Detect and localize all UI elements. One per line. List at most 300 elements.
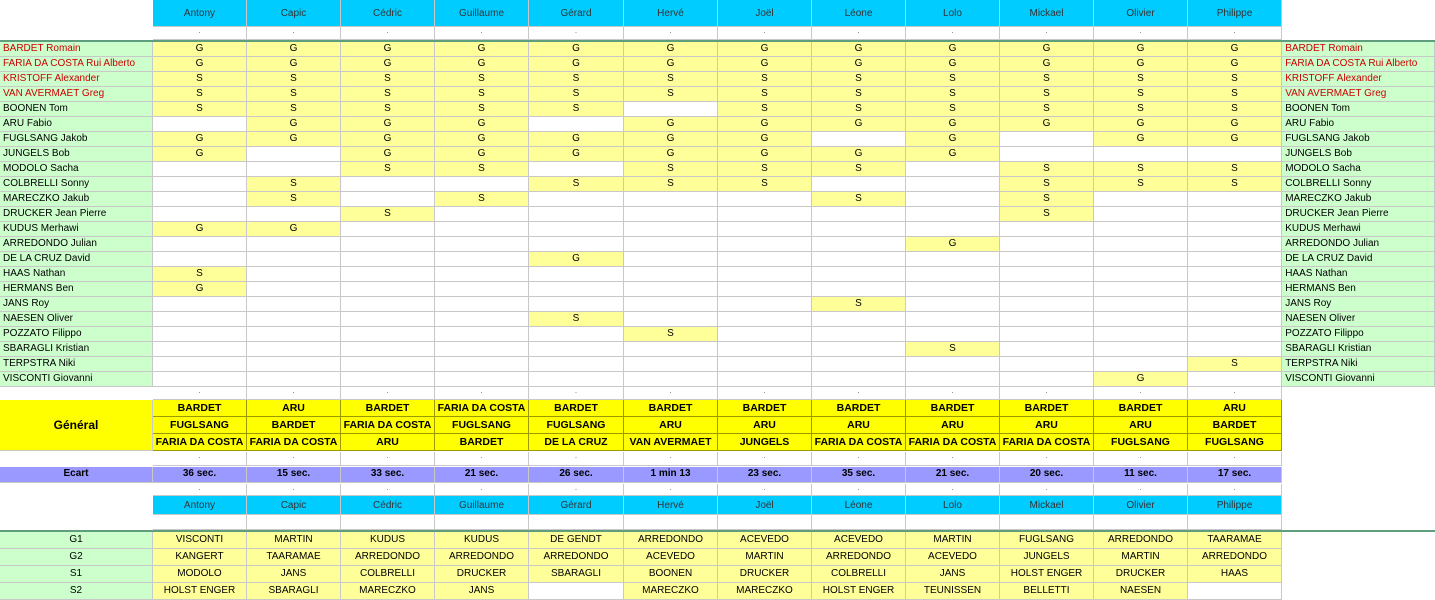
rider-pick-cell[interactable]: S bbox=[341, 207, 435, 222]
ecart-value[interactable]: 26 sec. bbox=[529, 467, 624, 483]
rider-name-right[interactable]: HAAS Nathan bbox=[1282, 267, 1435, 282]
pick-cell[interactable]: KANGERT bbox=[153, 549, 247, 566]
general-rank-cell[interactable]: FUGLSANG bbox=[1188, 434, 1282, 451]
rider-pick-cell[interactable] bbox=[529, 372, 624, 387]
rider-pick-cell[interactable] bbox=[1188, 222, 1282, 237]
spacer-cell[interactable]: . bbox=[341, 452, 435, 466]
rider-pick-cell[interactable]: S bbox=[435, 162, 529, 177]
general-rank-cell[interactable]: FARIA DA COSTA bbox=[153, 434, 247, 451]
rider-pick-cell[interactable]: G bbox=[624, 42, 718, 57]
general-rank-cell[interactable]: ARU bbox=[247, 400, 341, 417]
spacer-cell[interactable]: . bbox=[1188, 27, 1282, 40]
rider-pick-cell[interactable] bbox=[718, 252, 812, 267]
rider-pick-cell[interactable]: S bbox=[1094, 87, 1188, 102]
judge-header-8[interactable]: Lolo bbox=[906, 0, 1000, 27]
rider-pick-cell[interactable] bbox=[1000, 297, 1094, 312]
rider-pick-cell[interactable]: G bbox=[435, 57, 529, 72]
ecart-value[interactable]: 20 sec. bbox=[1000, 467, 1094, 483]
rider-pick-cell[interactable]: G bbox=[1094, 372, 1188, 387]
rider-pick-cell[interactable] bbox=[1094, 282, 1188, 297]
rider-pick-cell[interactable]: G bbox=[153, 132, 247, 147]
rider-pick-cell[interactable] bbox=[529, 117, 624, 132]
rider-pick-cell[interactable] bbox=[435, 372, 529, 387]
pick-cell[interactable]: ACEVEDO bbox=[906, 549, 1000, 566]
spacer-cell[interactable]: . bbox=[1000, 387, 1094, 400]
ecart-value[interactable]: 23 sec. bbox=[718, 467, 812, 483]
rider-pick-cell[interactable] bbox=[153, 297, 247, 312]
rider-pick-cell[interactable]: S bbox=[153, 72, 247, 87]
spacer-cell[interactable] bbox=[1188, 515, 1282, 530]
ecart-value[interactable]: 21 sec. bbox=[435, 467, 529, 483]
spacer-cell[interactable]: . bbox=[1094, 27, 1188, 40]
spacer-cell[interactable]: . bbox=[812, 484, 906, 496]
rider-name[interactable]: HAAS Nathan bbox=[0, 267, 153, 282]
rider-pick-cell[interactable]: G bbox=[718, 117, 812, 132]
rider-pick-cell[interactable]: S bbox=[1000, 192, 1094, 207]
general-rank-cell[interactable]: ARU bbox=[1000, 417, 1094, 434]
rider-pick-cell[interactable] bbox=[718, 237, 812, 252]
rider-name-right[interactable]: MARECZKO Jakub bbox=[1282, 192, 1435, 207]
rider-pick-cell[interactable] bbox=[906, 327, 1000, 342]
rider-pick-cell[interactable]: G bbox=[1000, 42, 1094, 57]
rider-name-right[interactable]: DRUCKER Jean Pierre bbox=[1282, 207, 1435, 222]
rider-name[interactable]: BOONEN Tom bbox=[0, 102, 153, 117]
rider-pick-cell[interactable]: G bbox=[1000, 117, 1094, 132]
rider-pick-cell[interactable]: G bbox=[341, 42, 435, 57]
rider-pick-cell[interactable]: G bbox=[1188, 117, 1282, 132]
rider-pick-cell[interactable]: G bbox=[718, 42, 812, 57]
spacer-cell[interactable] bbox=[1000, 515, 1094, 530]
rider-pick-cell[interactable]: G bbox=[1094, 132, 1188, 147]
rider-pick-cell[interactable] bbox=[718, 312, 812, 327]
pick-cell[interactable]: TEUNISSEN bbox=[906, 583, 1000, 600]
rider-name-right[interactable]: JANS Roy bbox=[1282, 297, 1435, 312]
rider-pick-cell[interactable] bbox=[153, 357, 247, 372]
rider-pick-cell[interactable]: S bbox=[624, 87, 718, 102]
rider-pick-cell[interactable] bbox=[1094, 297, 1188, 312]
spacer-cell[interactable]: . bbox=[812, 27, 906, 40]
rider-pick-cell[interactable] bbox=[341, 372, 435, 387]
rider-pick-cell[interactable]: S bbox=[906, 342, 1000, 357]
spacer-cell[interactable]: . bbox=[247, 484, 341, 496]
rider-pick-cell[interactable]: G bbox=[435, 42, 529, 57]
judge-header-5[interactable]: Hervé bbox=[624, 0, 718, 27]
spacer-cell[interactable]: . bbox=[435, 27, 529, 40]
spacer-cell[interactable]: . bbox=[624, 484, 718, 496]
rider-pick-cell[interactable] bbox=[341, 252, 435, 267]
rider-pick-cell[interactable]: G bbox=[435, 117, 529, 132]
spacer-cell[interactable]: . bbox=[1000, 27, 1094, 40]
rider-pick-cell[interactable] bbox=[624, 207, 718, 222]
rider-pick-cell[interactable] bbox=[1188, 147, 1282, 162]
spacer-cell[interactable] bbox=[624, 515, 718, 530]
rider-name[interactable]: COLBRELLI Sonny bbox=[0, 177, 153, 192]
rider-pick-cell[interactable]: S bbox=[435, 72, 529, 87]
general-rank-cell[interactable]: DE LA CRUZ bbox=[529, 434, 624, 451]
pick-cell[interactable]: KUDUS bbox=[341, 532, 435, 549]
rider-pick-cell[interactable]: G bbox=[906, 147, 1000, 162]
rider-pick-cell[interactable]: S bbox=[1188, 87, 1282, 102]
rider-pick-cell[interactable]: G bbox=[153, 282, 247, 297]
rider-pick-cell[interactable]: S bbox=[1094, 162, 1188, 177]
pick-cell[interactable]: FUGLSANG bbox=[1000, 532, 1094, 549]
rider-pick-cell[interactable]: G bbox=[153, 222, 247, 237]
spacer-cell[interactable] bbox=[812, 515, 906, 530]
rider-pick-cell[interactable]: G bbox=[153, 57, 247, 72]
rider-pick-cell[interactable]: S bbox=[812, 72, 906, 87]
rider-pick-cell[interactable] bbox=[153, 327, 247, 342]
pick-cell[interactable]: ARREDONDO bbox=[1188, 549, 1282, 566]
rider-pick-cell[interactable] bbox=[1094, 342, 1188, 357]
rider-pick-cell[interactable] bbox=[1094, 312, 1188, 327]
rider-name[interactable]: JANS Roy bbox=[0, 297, 153, 312]
general-rank-cell[interactable]: FARIA DA COSTA bbox=[1000, 434, 1094, 451]
pick-cell[interactable]: COLBRELLI bbox=[812, 566, 906, 583]
rider-pick-cell[interactable] bbox=[341, 237, 435, 252]
rider-pick-cell[interactable] bbox=[1000, 222, 1094, 237]
rider-pick-cell[interactable] bbox=[906, 357, 1000, 372]
rider-pick-cell[interactable] bbox=[1188, 327, 1282, 342]
rider-pick-cell[interactable] bbox=[624, 267, 718, 282]
general-rank-cell[interactable]: BARDET bbox=[435, 434, 529, 451]
rider-pick-cell[interactable]: G bbox=[341, 132, 435, 147]
rider-pick-cell[interactable] bbox=[1188, 252, 1282, 267]
rider-name-right[interactable]: KUDUS Merhawi bbox=[1282, 222, 1435, 237]
pick-cell[interactable]: NAESEN bbox=[1094, 583, 1188, 600]
rider-pick-cell[interactable]: S bbox=[1000, 162, 1094, 177]
rider-pick-cell[interactable] bbox=[435, 312, 529, 327]
rider-name[interactable]: VAN AVERMAET Greg bbox=[0, 87, 153, 102]
spacer-cell[interactable]: . bbox=[1094, 387, 1188, 400]
rider-pick-cell[interactable] bbox=[1094, 147, 1188, 162]
pick-cell[interactable]: ACEVEDO bbox=[718, 532, 812, 549]
rider-pick-cell[interactable] bbox=[247, 267, 341, 282]
judge-header-2-2[interactable]: Cédric bbox=[341, 496, 435, 515]
rider-pick-cell[interactable] bbox=[718, 222, 812, 237]
general-rank-cell[interactable]: BARDET bbox=[153, 400, 247, 417]
rider-pick-cell[interactable] bbox=[435, 297, 529, 312]
judge-header-2-3[interactable]: Guillaume bbox=[435, 496, 529, 515]
rider-pick-cell[interactable]: G bbox=[153, 147, 247, 162]
rider-pick-cell[interactable] bbox=[1094, 252, 1188, 267]
rider-pick-cell[interactable] bbox=[529, 297, 624, 312]
rider-pick-cell[interactable] bbox=[812, 252, 906, 267]
general-rank-cell[interactable]: VAN AVERMAET bbox=[624, 434, 718, 451]
rider-pick-cell[interactable]: S bbox=[718, 177, 812, 192]
rider-pick-cell[interactable] bbox=[341, 192, 435, 207]
general-rank-cell[interactable]: BARDET bbox=[341, 400, 435, 417]
rider-pick-cell[interactable] bbox=[341, 282, 435, 297]
rider-pick-cell[interactable] bbox=[529, 282, 624, 297]
rider-pick-cell[interactable]: S bbox=[341, 162, 435, 177]
judge-header-7[interactable]: Léone bbox=[812, 0, 906, 27]
spacer-cell[interactable]: . bbox=[153, 387, 247, 400]
spacer-cell[interactable]: . bbox=[1000, 484, 1094, 496]
rider-pick-cell[interactable] bbox=[247, 252, 341, 267]
rider-pick-cell[interactable] bbox=[341, 222, 435, 237]
rider-name-right[interactable]: TERPSTRA Niki bbox=[1282, 357, 1435, 372]
judge-header-2-4[interactable]: Gérard bbox=[529, 496, 624, 515]
rider-pick-cell[interactable]: G bbox=[812, 147, 906, 162]
rider-pick-cell[interactable]: G bbox=[906, 117, 1000, 132]
rider-pick-cell[interactable] bbox=[435, 237, 529, 252]
rider-pick-cell[interactable] bbox=[529, 342, 624, 357]
judge-header-2-10[interactable]: Olivier bbox=[1094, 496, 1188, 515]
rider-pick-cell[interactable] bbox=[812, 132, 906, 147]
rider-name-right[interactable]: SBARAGLI Kristian bbox=[1282, 342, 1435, 357]
spacer-cell[interactable] bbox=[1094, 515, 1188, 530]
rider-pick-cell[interactable] bbox=[435, 222, 529, 237]
judge-header-3[interactable]: Guillaume bbox=[435, 0, 529, 27]
general-rank-cell[interactable]: BARDET bbox=[1094, 400, 1188, 417]
rider-pick-cell[interactable]: S bbox=[153, 267, 247, 282]
rider-pick-cell[interactable]: S bbox=[1094, 72, 1188, 87]
pick-cell[interactable]: MODOLO bbox=[153, 566, 247, 583]
judge-header-0[interactable]: Antony bbox=[153, 0, 247, 27]
spacer-cell[interactable]: . bbox=[1188, 452, 1282, 466]
judge-header-11[interactable]: Philippe bbox=[1188, 0, 1282, 27]
pick-cell[interactable]: BELLETTI bbox=[1000, 583, 1094, 600]
rider-pick-cell[interactable] bbox=[906, 192, 1000, 207]
rider-pick-cell[interactable]: S bbox=[812, 162, 906, 177]
rider-pick-cell[interactable] bbox=[1000, 237, 1094, 252]
pick-cell[interactable]: MARECZKO bbox=[341, 583, 435, 600]
rider-pick-cell[interactable] bbox=[529, 357, 624, 372]
rider-pick-cell[interactable] bbox=[1188, 207, 1282, 222]
rider-name-right[interactable]: COLBRELLI Sonny bbox=[1282, 177, 1435, 192]
rider-pick-cell[interactable] bbox=[153, 192, 247, 207]
rider-name[interactable]: BARDET Romain bbox=[0, 42, 153, 57]
general-rank-cell[interactable]: FARIA DA COSTA bbox=[247, 434, 341, 451]
rider-pick-cell[interactable] bbox=[718, 267, 812, 282]
rider-name-right[interactable]: FARIA DA COSTA Rui Alberto bbox=[1282, 57, 1435, 72]
judge-header-2[interactable]: Cédric bbox=[341, 0, 435, 27]
rider-pick-cell[interactable]: S bbox=[247, 102, 341, 117]
rider-pick-cell[interactable] bbox=[341, 177, 435, 192]
spacer-cell[interactable]: . bbox=[906, 27, 1000, 40]
judge-header-2-5[interactable]: Hervé bbox=[624, 496, 718, 515]
rider-pick-cell[interactable]: S bbox=[529, 87, 624, 102]
rider-name[interactable]: NAESEN Oliver bbox=[0, 312, 153, 327]
rider-pick-cell[interactable]: G bbox=[247, 57, 341, 72]
rider-pick-cell[interactable] bbox=[341, 267, 435, 282]
rider-pick-cell[interactable] bbox=[247, 297, 341, 312]
spacer-cell[interactable] bbox=[435, 515, 529, 530]
pick-label[interactable]: G1 bbox=[0, 532, 153, 549]
rider-pick-cell[interactable] bbox=[1000, 267, 1094, 282]
rider-name-right[interactable]: JUNGELS Bob bbox=[1282, 147, 1435, 162]
rider-pick-cell[interactable]: G bbox=[1094, 57, 1188, 72]
spacer-cell[interactable]: . bbox=[624, 387, 718, 400]
spacer-cell[interactable]: . bbox=[812, 387, 906, 400]
rider-pick-cell[interactable]: S bbox=[1188, 177, 1282, 192]
rider-pick-cell[interactable]: G bbox=[247, 42, 341, 57]
pick-cell[interactable]: MARTIN bbox=[1094, 549, 1188, 566]
rider-pick-cell[interactable] bbox=[1094, 267, 1188, 282]
rider-pick-cell[interactable]: S bbox=[153, 87, 247, 102]
pick-cell[interactable]: DRUCKER bbox=[1094, 566, 1188, 583]
rider-pick-cell[interactable]: S bbox=[341, 102, 435, 117]
pick-cell[interactable]: SBARAGLI bbox=[529, 566, 624, 583]
rider-pick-cell[interactable] bbox=[906, 297, 1000, 312]
rider-pick-cell[interactable] bbox=[906, 312, 1000, 327]
pick-cell[interactable]: SBARAGLI bbox=[247, 583, 341, 600]
rider-pick-cell[interactable] bbox=[812, 357, 906, 372]
spacer-cell[interactable] bbox=[247, 515, 341, 530]
pick-cell[interactable]: ARREDONDO bbox=[341, 549, 435, 566]
rider-pick-cell[interactable]: G bbox=[1188, 42, 1282, 57]
general-label[interactable]: Général bbox=[0, 400, 153, 451]
spacer-cell[interactable]: . bbox=[153, 452, 247, 466]
rider-name-right[interactable]: ARU Fabio bbox=[1282, 117, 1435, 132]
rider-pick-cell[interactable] bbox=[1000, 312, 1094, 327]
rider-pick-cell[interactable] bbox=[435, 357, 529, 372]
rider-pick-cell[interactable] bbox=[906, 177, 1000, 192]
rider-pick-cell[interactable]: G bbox=[529, 42, 624, 57]
rider-pick-cell[interactable]: S bbox=[906, 87, 1000, 102]
rider-pick-cell[interactable]: G bbox=[1094, 42, 1188, 57]
rider-pick-cell[interactable] bbox=[906, 372, 1000, 387]
pick-label[interactable]: S1 bbox=[0, 566, 153, 583]
rider-pick-cell[interactable]: S bbox=[624, 177, 718, 192]
rider-pick-cell[interactable]: S bbox=[1188, 357, 1282, 372]
rider-pick-cell[interactable]: G bbox=[812, 117, 906, 132]
rider-pick-cell[interactable] bbox=[906, 162, 1000, 177]
spacer-cell[interactable]: . bbox=[906, 452, 1000, 466]
rider-pick-cell[interactable] bbox=[718, 357, 812, 372]
rider-name[interactable]: ARREDONDO Julian bbox=[0, 237, 153, 252]
rider-pick-cell[interactable] bbox=[1094, 207, 1188, 222]
spacer-cell[interactable]: . bbox=[247, 27, 341, 40]
rider-pick-cell[interactable] bbox=[153, 237, 247, 252]
judge-header-2-8[interactable]: Lolo bbox=[906, 496, 1000, 515]
general-rank-cell[interactable]: JUNGELS bbox=[718, 434, 812, 451]
rider-pick-cell[interactable] bbox=[624, 312, 718, 327]
pick-cell[interactable]: BOONEN bbox=[624, 566, 718, 583]
rider-pick-cell[interactable] bbox=[1188, 297, 1282, 312]
rider-pick-cell[interactable] bbox=[812, 372, 906, 387]
pick-cell[interactable]: HAAS bbox=[1188, 566, 1282, 583]
rider-pick-cell[interactable] bbox=[529, 162, 624, 177]
rider-pick-cell[interactable] bbox=[1188, 192, 1282, 207]
rider-pick-cell[interactable]: S bbox=[247, 192, 341, 207]
rider-pick-cell[interactable]: S bbox=[247, 72, 341, 87]
spacer-cell[interactable]: . bbox=[435, 387, 529, 400]
rider-pick-cell[interactable] bbox=[435, 252, 529, 267]
rider-pick-cell[interactable]: S bbox=[1188, 162, 1282, 177]
judge-header-2-6[interactable]: Joël bbox=[718, 496, 812, 515]
rider-pick-cell[interactable]: G bbox=[529, 252, 624, 267]
ecart-value[interactable]: 1 min 13 bbox=[624, 467, 718, 483]
rider-pick-cell[interactable] bbox=[812, 207, 906, 222]
rider-pick-cell[interactable] bbox=[153, 312, 247, 327]
pick-cell[interactable]: MARTIN bbox=[718, 549, 812, 566]
spacer-cell[interactable]: . bbox=[529, 452, 624, 466]
rider-pick-cell[interactable]: G bbox=[529, 132, 624, 147]
judge-header-2-7[interactable]: Léone bbox=[812, 496, 906, 515]
rider-name-right[interactable]: NAESEN Oliver bbox=[1282, 312, 1435, 327]
pick-cell[interactable]: ARREDONDO bbox=[529, 549, 624, 566]
rider-name[interactable]: SBARAGLI Kristian bbox=[0, 342, 153, 357]
rider-pick-cell[interactable]: S bbox=[1000, 87, 1094, 102]
spacer-cell[interactable]: . bbox=[341, 387, 435, 400]
spacer-cell[interactable]: . bbox=[529, 387, 624, 400]
rider-pick-cell[interactable]: G bbox=[906, 237, 1000, 252]
rider-pick-cell[interactable] bbox=[529, 327, 624, 342]
rider-name[interactable]: JUNGELS Bob bbox=[0, 147, 153, 162]
pick-cell[interactable]: DE GENDT bbox=[529, 532, 624, 549]
rider-pick-cell[interactable] bbox=[153, 117, 247, 132]
spacer-cell[interactable]: . bbox=[906, 387, 1000, 400]
rider-pick-cell[interactable] bbox=[435, 177, 529, 192]
rider-pick-cell[interactable]: G bbox=[247, 222, 341, 237]
pick-cell[interactable]: TAARAMAE bbox=[1188, 532, 1282, 549]
spacer-cell[interactable]: . bbox=[812, 452, 906, 466]
rider-pick-cell[interactable] bbox=[624, 237, 718, 252]
judge-header-2-9[interactable]: Mickael bbox=[1000, 496, 1094, 515]
general-rank-cell[interactable]: FARIA DA COSTA bbox=[906, 434, 1000, 451]
rider-pick-cell[interactable]: S bbox=[718, 72, 812, 87]
rider-name-right[interactable]: VISCONTI Giovanni bbox=[1282, 372, 1435, 387]
rider-pick-cell[interactable]: S bbox=[624, 162, 718, 177]
pick-cell[interactable]: JANS bbox=[435, 583, 529, 600]
pick-cell[interactable]: ACEVEDO bbox=[812, 532, 906, 549]
rider-pick-cell[interactable]: S bbox=[247, 177, 341, 192]
rider-pick-cell[interactable] bbox=[435, 327, 529, 342]
rider-pick-cell[interactable]: G bbox=[906, 42, 1000, 57]
general-rank-cell[interactable]: FUGLSANG bbox=[435, 417, 529, 434]
rider-pick-cell[interactable] bbox=[529, 267, 624, 282]
rider-pick-cell[interactable] bbox=[1000, 342, 1094, 357]
ecart-value[interactable]: 33 sec. bbox=[341, 467, 435, 483]
rider-pick-cell[interactable]: S bbox=[812, 87, 906, 102]
judge-header-2-11[interactable]: Philippe bbox=[1188, 496, 1282, 515]
general-rank-cell[interactable]: BARDET bbox=[906, 400, 1000, 417]
general-rank-cell[interactable]: FUGLSANG bbox=[153, 417, 247, 434]
spacer-cell[interactable]: . bbox=[341, 27, 435, 40]
rider-pick-cell[interactable]: S bbox=[718, 102, 812, 117]
rider-pick-cell[interactable] bbox=[153, 177, 247, 192]
rider-pick-cell[interactable]: G bbox=[718, 57, 812, 72]
pick-cell[interactable]: DRUCKER bbox=[718, 566, 812, 583]
rider-pick-cell[interactable] bbox=[341, 327, 435, 342]
rider-pick-cell[interactable]: S bbox=[341, 87, 435, 102]
rider-pick-cell[interactable] bbox=[624, 342, 718, 357]
rider-pick-cell[interactable]: S bbox=[435, 87, 529, 102]
rider-pick-cell[interactable] bbox=[1000, 132, 1094, 147]
rider-pick-cell[interactable] bbox=[1094, 327, 1188, 342]
rider-pick-cell[interactable]: G bbox=[624, 147, 718, 162]
rider-pick-cell[interactable] bbox=[435, 342, 529, 357]
rider-pick-cell[interactable]: G bbox=[1188, 132, 1282, 147]
rider-pick-cell[interactable] bbox=[341, 312, 435, 327]
rider-pick-cell[interactable]: G bbox=[247, 132, 341, 147]
rider-pick-cell[interactable]: S bbox=[1188, 72, 1282, 87]
pick-cell[interactable]: JUNGELS bbox=[1000, 549, 1094, 566]
pick-cell[interactable]: MARTIN bbox=[247, 532, 341, 549]
rider-pick-cell[interactable] bbox=[718, 372, 812, 387]
spacer-cell[interactable]: . bbox=[1000, 452, 1094, 466]
spacer-cell[interactable]: . bbox=[435, 452, 529, 466]
rider-pick-cell[interactable] bbox=[247, 147, 341, 162]
ecart-value[interactable]: 36 sec. bbox=[153, 467, 247, 483]
ecart-value[interactable]: 11 sec. bbox=[1094, 467, 1188, 483]
rider-pick-cell[interactable]: G bbox=[153, 42, 247, 57]
rider-pick-cell[interactable]: S bbox=[529, 312, 624, 327]
general-rank-cell[interactable]: ARU bbox=[812, 417, 906, 434]
rider-pick-cell[interactable]: G bbox=[435, 132, 529, 147]
rider-pick-cell[interactable]: S bbox=[718, 87, 812, 102]
